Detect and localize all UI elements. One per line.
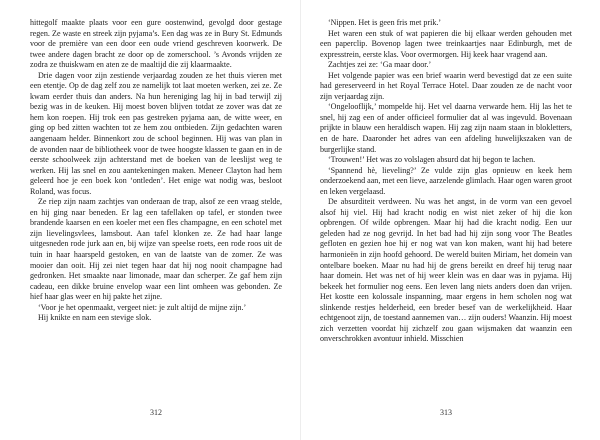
right-page: [320, 18, 572, 345]
left-page-number: 312: [150, 408, 162, 417]
right-paragraph-6: ‘Trouwen!’ Het was zo volslagen absurd dat hij begon te lachen.: [328, 155, 536, 165]
right-paragraph-7: ‘Spannend hè, lieveling?’ Ze vulde zijn glas opnieuw en keek hem onderzoekend aan, met een lieve, aarzelende glimlach. Haar ogen waren groot en leken vergelaasd.: [320, 165, 572, 196]
left-paragraph-3: Ze riep zijn naam zachtjes van onderaan de trap, alsof ze een vraag stelde, en hij ging naar beneden. Er lag een tafellaken op tafel, er stonden twee brandende kaarsen en een koeler met een fles champagne, en een schotel met zijn lievelingsvlees, lamsbout. Aan tafel klonken ze. Ze had haar lange uitgesneden rode jurk aan en, bij wijze van speelse roets, een rode roos uit de tuin in haar haarspeld gestoken, en van de laatste van de zomer. Ze was mooier dan ooit. Hij zei niet tegen haar dat hij nog nooit champagne had gedronken. Het smaakte naar limonade, maar dan scherper. Ze gaf hem zijn cadeau, een dikke bruine envelop waar een lint omheen was gebonden. Ze hief haar glas weer en hij pakte het zijne.: [30, 197, 282, 302]
right-paragraph-8: De absurditeit verdween. Nu was het angst, in de vorm van een gevoel alsof hij viel. Hij had kracht nodig en wist niet zeker of hij die kon opbrengen. Of wilde opbrengen. Maar hij had die kracht nodig. Een uur geleden had ze nog gevrijd. In het bad had hij zijn song voor The Beatles gefloten en gezien hoe hij er nog wat van kon maken, want hij had betere harmonieën in zijn hoofd gehoord. De wereld buiten Miriam, het domein van ontelbare boeken. Maar nu had hij de grens bereikt en dreef hij terug naar haar domein. Het was net of hij weer klein was en daar was in pyjama. Hij bekeek het formulier nog eens. Een leven lang niets anders doen dan vrijen. Het kostte een kolossale inspanning, maar ergens in hem scholen nog wat slinkende restjes helderheid, een breder besef van de werkelijkheid. Haar echtgenoot zijn, de toestand aannemen van… zijn ouders! Waanzin. Hij moest zich verzetten voordat hij zichzelf zou gaan wijsmaken dat waanzin een onverschrokken avontuur inhield. Misschien: [320, 197, 572, 344]
left-paragraph-4: ‘Voor je het openmaakt, vergeet niet: je zult altijd de mijne zijn.’: [38, 302, 247, 312]
right-paragraph-4: Het volgende papier was een brief waarin werd bevestigd dat ze een suite had gereserveerd in het Royal Terrace Hotel. Daar zouden ze de nacht voor zijn verjaardag zijn.: [320, 70, 572, 101]
left-page: [30, 18, 282, 324]
right-paragraph-1: ‘Nippen. Het is geen fris met prik.’: [328, 18, 442, 27]
right-page-number: 313: [440, 408, 452, 417]
right-paragraph-2: Het waren een stuk of wat papieren die bij elkaar werden gehouden met een paperclip. Bovenop lagen twee treinkaartjes naar Edinburgh, met de expresstrein, eerste klas. Voor overmorgen. Hij keek haar vragend aan.: [320, 28, 572, 59]
left-paragraph-1: hittegolf maakte plaats voor een gure oostenwind, gevolgd door gestage regen. Ze waste en streek zijn pyjama’s. Een dag was ze in Bury St. Edmunds voor de première van een door een oude vriend geschreven koorwerk. De twee andere dagen bracht ze door op de zomerschool. ’s Avonds vrijden ze zodra ze thuiskwam en aten ze de maaltijd die zij klaarmaakte.: [30, 18, 282, 70]
left-paragraph-5: Hij knikte en nam een stevige slok.: [38, 313, 152, 323]
right-paragraph-5: ‘Ongelooflijk,’ mompelde hij. Het vel daarna verwarde hem. Hij las het te snel, hij zag een of ander officieel formulier dat al was ingevuld. Bovenaan prijkte in blauw een heraldisch wapen. Hij zag zijn naam staan in blokletters, en de hare. Daaronder het adres van een afdeling huwelijkszaken van de burgerlijke stand.: [320, 102, 572, 154]
left-paragraph-2: Drie dagen voor zijn zestiende verjaardag zouden ze het thuis vieren met een etentje. Op de dag zelf zou ze namelijk tot laat moeten werken, zei ze. Ze kwam eerder thuis dan anders. Na hun hereniging lag hij in bad terwijl zij bezig was in de keuken. Hij moest boven blijven totdat ze zover was dat ze hem kon roepen. Hij trok een pas gestreken pyjama aan, de witte weer, en ging op bed zitten wachten tot ze hem zou ontbieden. Zijn gedachten waren aangenaam helder. Binnenkort zou de school beginnen. Hij was van plan in de avonden naar de bibliotheek voor de twee hoogste klassen te gaan en in de eerste schoolweek zijn achterstand met de boeken van de leeslijst weg te werken. Hij las snel en zou aantekeningen maken. Meneer Clayton had hem geleerd hoe je een boek kon ‘ontleden’. Het enige wat nodig was, besloot Roland, was focus.: [30, 70, 282, 196]
right-paragraph-3: Zachtjes zei ze: ‘Ga maar door.’: [328, 60, 432, 70]
gutter-divider: [300, 0, 301, 440]
